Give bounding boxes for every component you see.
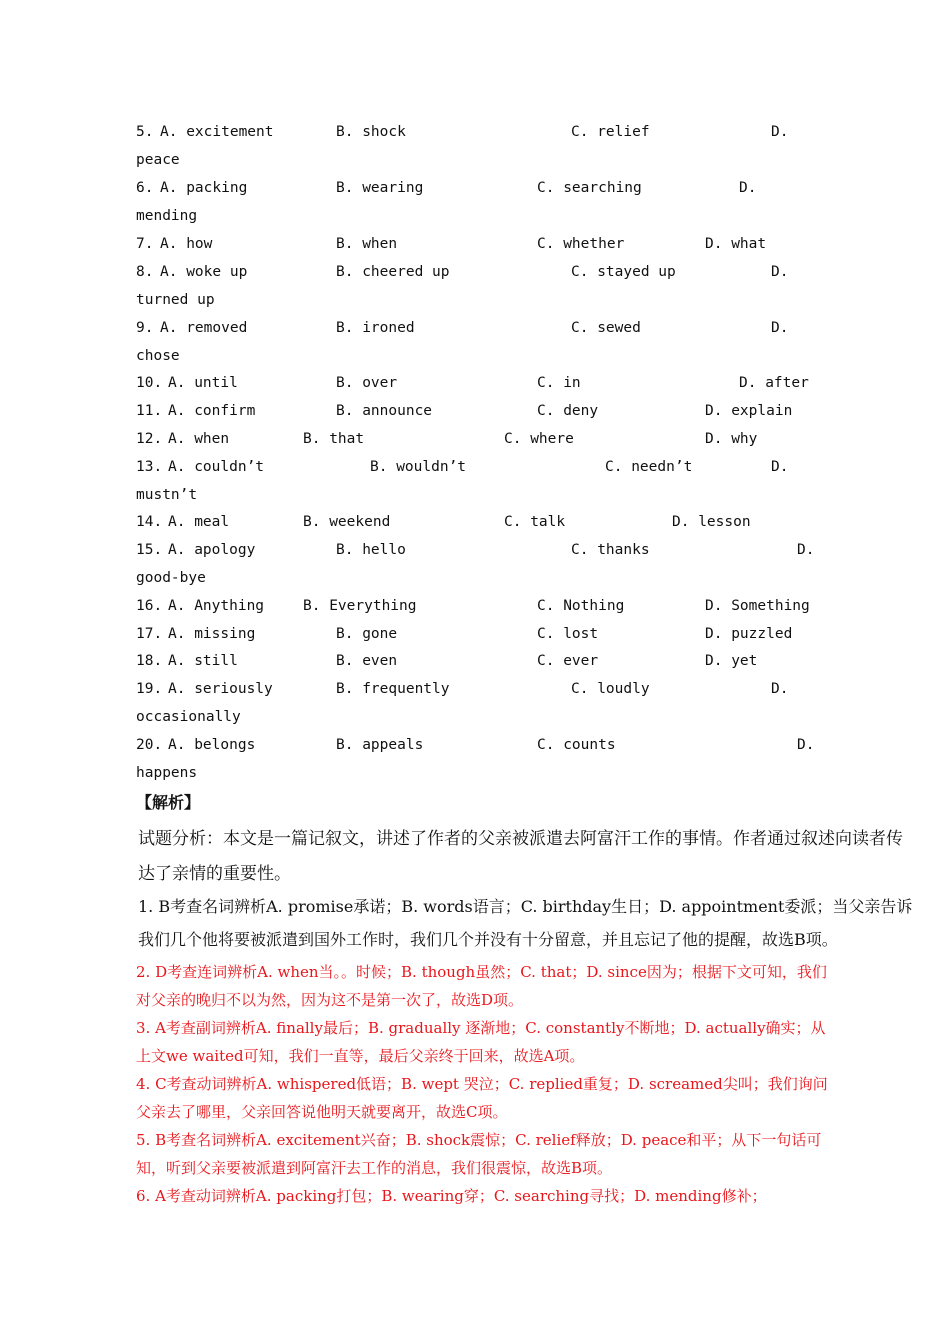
option-a: A. when [168, 431, 230, 447]
option-b: B. weekend [303, 514, 391, 530]
question-number: 15. [136, 542, 163, 558]
option-c: C. where [504, 431, 574, 447]
question-number: 10. [136, 375, 163, 391]
question-number: 14. [136, 514, 163, 530]
option-b: B. wearing [336, 180, 424, 196]
option-d: D. [797, 542, 815, 558]
analysis-summary: 试题分析：本文是一篇记叙文，讲述了作者的父亲被派遣去阿富汗工作的事情。作者通过叙述向读者传达了亲情的重要性。 [138, 829, 903, 884]
option-d-wrap: mending [136, 208, 198, 224]
option-a: A. woke up [160, 264, 248, 280]
question-number: 13. [136, 459, 163, 475]
question-number: 7. [136, 236, 154, 252]
option-b: B. announce [336, 403, 433, 419]
option-a: A. couldn’t [168, 459, 265, 475]
option-c: C. lost [537, 626, 599, 642]
question-number: 9. [136, 320, 154, 336]
analysis-heading: 【解析】 [136, 793, 201, 812]
option-c: C. thanks [571, 542, 650, 558]
option-a: A. seriously [168, 681, 273, 697]
explanation-5: 5. B考查名词辨析A. excitement兴奋；B. shock震惊；C. relief释放；D. peace和平；从下一句话可知，听到父亲要被派遣到阿富汗去工作的消息，我们很震惊，故选B项。 [136, 1131, 822, 1177]
option-d: D. why [705, 431, 758, 447]
option-a: A. confirm [168, 403, 256, 419]
option-b: B. Everything [303, 598, 417, 614]
option-b: B. over [336, 375, 398, 391]
option-a: A. belongs [168, 737, 256, 753]
option-b: B. frequently [336, 681, 450, 697]
option-d: D. [771, 124, 789, 140]
option-d-wrap: mustn’t [136, 487, 198, 503]
option-d: D. [797, 737, 815, 753]
option-c: C. loudly [571, 681, 650, 697]
option-b: B. shock [336, 124, 406, 140]
question-number: 18. [136, 653, 163, 669]
option-b: B. even [336, 653, 398, 669]
explanation-6: 6. A考查动词辨析A. packing打包；B. wearing穿；C. searching寻找；D. mending修补； [136, 1187, 767, 1205]
option-b: B. ironed [336, 320, 415, 336]
option-c: C. sewed [571, 320, 641, 336]
question-number: 19. [136, 681, 163, 697]
option-a: A. how [160, 236, 213, 252]
option-b: B. when [336, 236, 398, 252]
question-number: 11. [136, 403, 163, 419]
option-c: C. in [537, 375, 581, 391]
question-number: 12. [136, 431, 163, 447]
option-a: A. excitement [160, 124, 274, 140]
option-c: C. searching [537, 180, 642, 196]
option-a: A. removed [160, 320, 248, 336]
question-number: 16. [136, 598, 163, 614]
option-d: D. lesson [672, 514, 751, 530]
option-d: D. [771, 681, 789, 697]
option-d: D. explain [705, 403, 793, 419]
explanation-4: 4. C考查动词辨析A. whispered低语；B. wept 哭泣；C. replied重复；D. screamed尖叫；我们询问父亲去了哪里，父亲回答说他明天就要离开，故选C项。 [136, 1075, 828, 1121]
explanation-2: 2. D考查连词辨析A. when当。。时候；B. though虽然；C. that；D. since因为；根据下文可知，我们对父亲的晚归不以为然，因为这不是第一次了，故选D项。 [136, 963, 827, 1009]
option-d: D. puzzled [705, 626, 793, 642]
option-c: C. counts [537, 737, 616, 753]
option-d: D. [739, 180, 757, 196]
option-c: C. relief [571, 124, 650, 140]
option-d: D. Something [705, 598, 810, 614]
option-c: C. whether [537, 236, 625, 252]
option-c: C. needn’t [605, 459, 693, 475]
option-c: C. talk [504, 514, 566, 530]
option-a: A. still [168, 653, 238, 669]
option-b: B. hello [336, 542, 406, 558]
option-a: A. until [168, 375, 238, 391]
option-b: B. gone [336, 626, 398, 642]
option-d-wrap: occasionally [136, 709, 241, 725]
option-b: B. appeals [336, 737, 424, 753]
option-c: C. ever [537, 653, 599, 669]
option-a: A. packing [160, 180, 248, 196]
explanation-3: 3. A考查副词辨析A. finally最后；B. gradually 逐渐地；C. constantly不断地；D. actually确实；从上文we waited可知，我们一直等，最后父亲终于回来，故选A项。 [136, 1019, 826, 1065]
question-number: 8. [136, 264, 154, 280]
option-a: A. apology [168, 542, 256, 558]
option-d: D. what [705, 236, 767, 252]
option-d-wrap: turned up [136, 292, 215, 308]
option-d-wrap: good-bye [136, 570, 206, 586]
option-c: C. Nothing [537, 598, 625, 614]
option-a: A. missing [168, 626, 256, 642]
option-b: B. that [303, 431, 365, 447]
question-number: 5. [136, 124, 154, 140]
option-d-wrap: chose [136, 348, 180, 364]
question-number: 6. [136, 180, 154, 196]
option-b: B. cheered up [336, 264, 450, 280]
option-d: D. [771, 459, 789, 475]
option-d: D. [771, 320, 789, 336]
option-b: B. wouldn’t [370, 459, 467, 475]
option-a: A. meal [168, 514, 230, 530]
option-c: C. deny [537, 403, 599, 419]
explanation-1: 1. B考查名词辨析A. promise承诺；B. words语言；C. birthday生日；D. appointment委派；当父亲告诉我们几个他将要被派遣到国外工作时，我们几个并没有十分留意，并且忘记了他的提醒，故选B项。 [138, 897, 913, 949]
option-a: A. Anything [168, 598, 265, 614]
option-c: C. stayed up [571, 264, 676, 280]
option-d-wrap: happens [136, 765, 198, 781]
option-d: D. after [739, 375, 809, 391]
option-d: D. yet [705, 653, 758, 669]
option-d: D. [771, 264, 789, 280]
question-number: 17. [136, 626, 163, 642]
question-number: 20. [136, 737, 163, 753]
option-d-wrap: peace [136, 152, 180, 168]
